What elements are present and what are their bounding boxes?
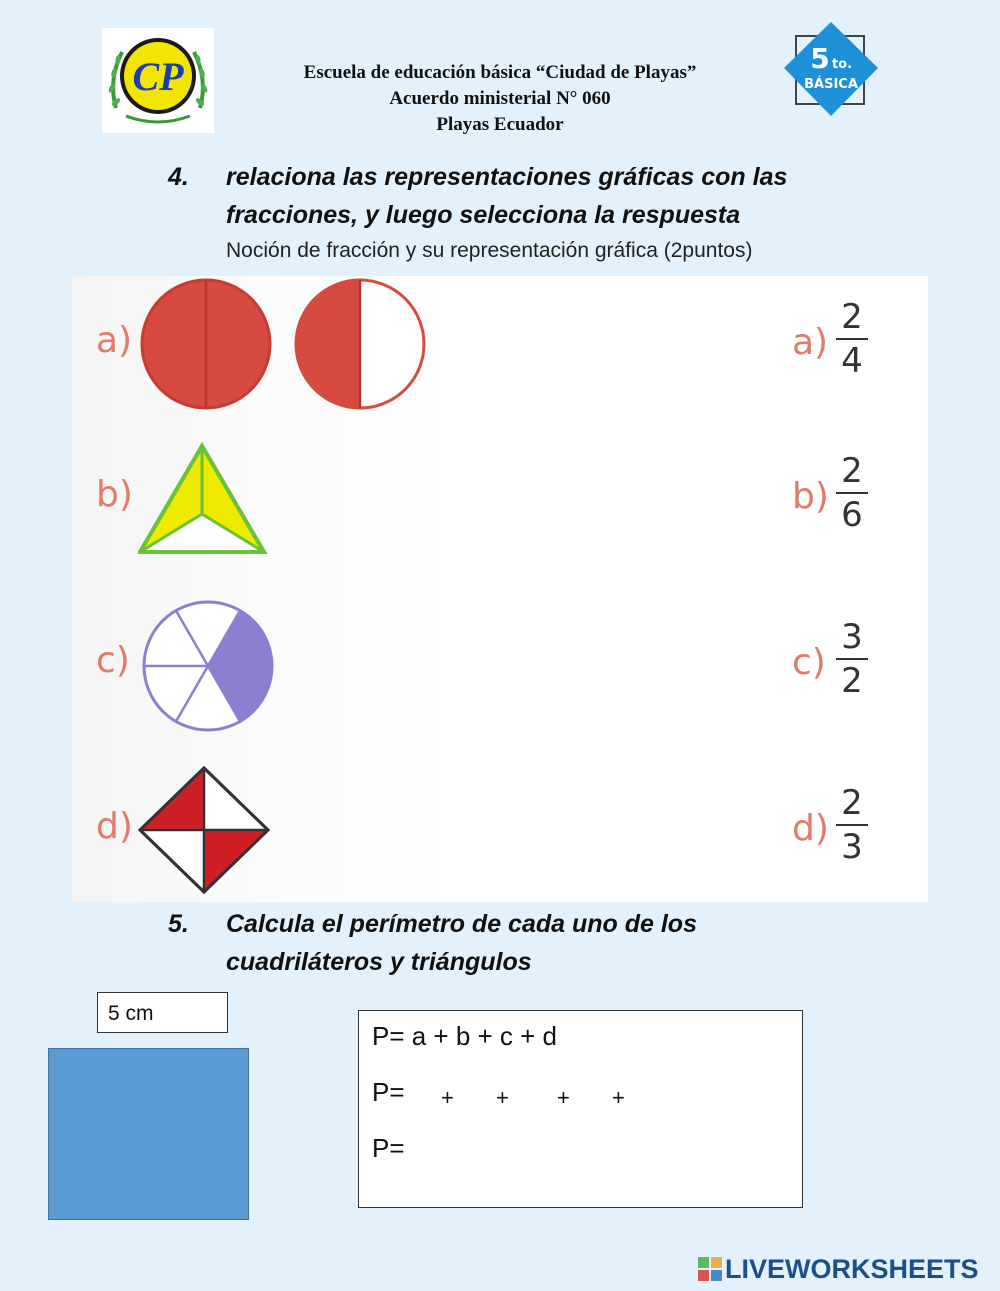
logo-text: CP — [132, 54, 184, 99]
fraction-a-bar — [836, 338, 868, 340]
grade-label: BÁSICA — [804, 77, 858, 92]
plus-sign: + — [496, 1085, 509, 1110]
figure-d-diamond[interactable] — [138, 766, 270, 898]
figure-c-circle-sixths[interactable] — [138, 598, 278, 738]
fraction-label-d: d) — [792, 808, 829, 849]
side-length-label: 5 cm — [97, 992, 228, 1033]
fraction-d[interactable] — [832, 784, 872, 866]
liveworksheets-brand[interactable] — [698, 1254, 979, 1284]
question-4-number: 4. — [168, 163, 189, 191]
figure-label-a: a) — [96, 320, 133, 361]
fraction-c[interactable] — [832, 618, 872, 700]
perimeter-formula: P= a + b + c + d — [372, 1021, 558, 1051]
school-agreement: Acuerdo ministerial N° 060 — [389, 88, 611, 109]
school-logo-icon — [102, 28, 214, 133]
school-header — [240, 60, 760, 138]
plus-sign: + — [441, 1085, 454, 1110]
figure-b-triangle[interactable] — [138, 442, 268, 557]
fraction-b-bar — [836, 492, 868, 494]
fraction-label-a: a) — [792, 322, 829, 363]
grade-number: 5 — [810, 42, 830, 75]
perimeter-line-3-prefix: P= — [372, 1133, 405, 1163]
school-location: Playas Ecuador — [436, 114, 564, 135]
fraction-label-c: c) — [792, 642, 826, 683]
plus-sign: + — [557, 1085, 570, 1110]
blue-square — [48, 1048, 249, 1220]
fraction-label-b: b) — [792, 476, 829, 517]
fraction-d-bar — [836, 824, 868, 826]
question-5-number: 5. — [168, 910, 189, 938]
grade-suffix: to. — [831, 57, 853, 72]
fraction-a-denominator: 4 — [841, 341, 863, 381]
fraction-b[interactable] — [832, 452, 872, 534]
fraction-c-bar — [836, 658, 868, 660]
question-5-line2: cuadriláteros y triángulos — [226, 948, 532, 976]
fraction-d-numerator: 2 — [841, 783, 863, 823]
fraction-c-denominator: 2 — [841, 661, 863, 701]
school-name: Escuela de educación básica “Ciudad de Playas” — [303, 62, 697, 83]
school-logo — [102, 28, 214, 133]
question-4-subtitle: Noción de fracción y su representación gráfica (2puntos) — [226, 239, 753, 262]
grade-badge — [782, 22, 880, 120]
brand-text: LIVEWORKSHEETS — [725, 1253, 979, 1284]
fraction-a[interactable] — [832, 298, 872, 380]
figure-a-two-circles[interactable] — [138, 276, 438, 416]
question-4-text — [226, 158, 787, 234]
liveworksheets-logo-icon — [698, 1257, 722, 1281]
fraction-b-numerator: 2 — [841, 451, 863, 491]
perimeter-line-2-prefix: P= — [372, 1077, 405, 1107]
question-5-line1: Calcula el perímetro de cada uno de los — [226, 910, 697, 938]
plus-sign: + — [612, 1085, 625, 1110]
question-4-line1: relaciona las representaciones gráficas con las — [226, 163, 788, 191]
fraction-b-denominator: 6 — [841, 495, 863, 535]
figure-label-d: d) — [96, 806, 133, 847]
fraction-a-numerator: 2 — [841, 297, 863, 337]
fraction-d-denominator: 3 — [841, 827, 863, 867]
question-4-line2: fracciones, y luego selecciona la respuesta — [226, 201, 741, 229]
fraction-c-numerator: 3 — [841, 617, 863, 657]
figure-label-c: c) — [96, 640, 130, 681]
fraction-matching-panel — [72, 276, 928, 902]
perimeter-work-box — [358, 1010, 803, 1208]
question-5-text — [226, 905, 697, 981]
figure-label-b: b) — [96, 474, 133, 515]
